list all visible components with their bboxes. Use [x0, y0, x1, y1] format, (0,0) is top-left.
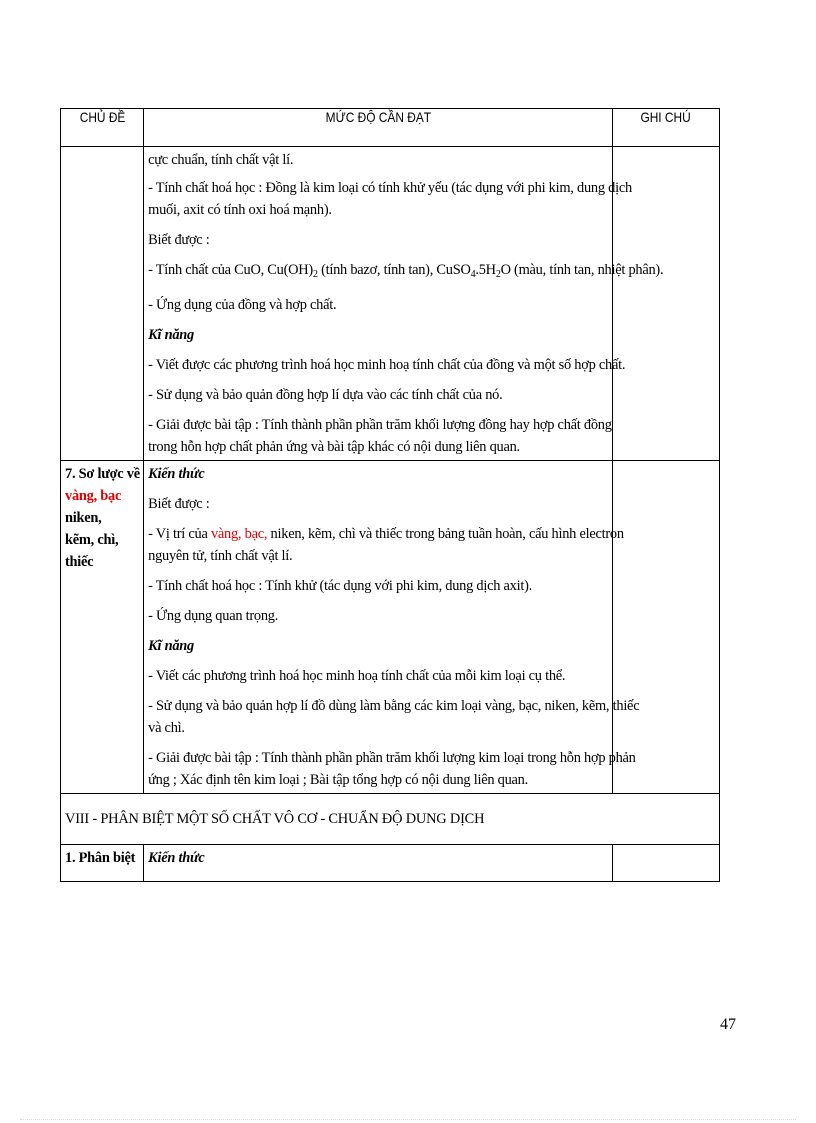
content-line: - Ứng dụng của đồng và hợp chất. — [148, 297, 337, 313]
topic-cell — [61, 147, 144, 461]
header-topic: CHỦ ĐỀ — [67, 109, 138, 147]
topic-cell — [61, 461, 144, 794]
topic-line: kẽm, chì, — [65, 532, 119, 548]
highlight-text: vàng, bạc, — [210, 526, 268, 542]
skills-heading: Kĩ năng — [148, 327, 194, 343]
content-line: Biết được : — [148, 232, 210, 248]
section-row — [61, 794, 720, 845]
page-number: 47 — [720, 1016, 736, 1033]
curriculum-table — [60, 108, 720, 882]
content-line: cực chuẩn, tính chất vật lí. — [148, 152, 294, 168]
header-requirement: MỨC ĐỘ CẦN ĐẠT — [179, 109, 577, 147]
header-notes: GHI CHÚ — [620, 109, 711, 147]
topic-line: 7. Sơ lược về — [65, 466, 140, 482]
content-line: - Ứng dụng quan trọng. — [148, 608, 279, 624]
header-row — [61, 109, 720, 147]
notes-cell — [612, 461, 719, 794]
content-line: - Giải được bài tập : Tính thành phần phần trăm khối lượng đồng hay hợp chất đồng — [148, 417, 612, 433]
footer-divider — [20, 1119, 796, 1121]
topic-line: thiếc — [65, 554, 94, 570]
content-line: - Viết các phương trình hoá học minh hoạ tính chất của mỗi kim loại cụ thể. — [148, 668, 566, 684]
content-cell — [144, 845, 613, 882]
content-line: - Tính chất hoá học : Tính khử (tác dụng với phi kim, dung dịch axit). — [148, 578, 532, 594]
content-cell — [144, 147, 664, 461]
table-row — [61, 147, 720, 461]
content-line: muối, axit có tính oxi hoá mạnh). — [148, 202, 332, 218]
content-line: ứng ; Xác định tên kim loại ; Bài tập tổng hợp có nội dung liên quan. — [148, 772, 528, 788]
content-line: - Sử dụng và bảo quản hợp lí đồ dùng làm bằng các kim loại vàng, bạc, niken, kẽm, thiếc — [148, 698, 640, 714]
skills-heading: Kĩ năng — [148, 638, 194, 654]
content-line: trong hỗn hợp chất phản ứng và bài tập khác có nội dung liên quan. — [148, 439, 520, 455]
table-row — [61, 845, 720, 882]
content-line: - Tính chất hoá học : Đồng là kim loại có tính khử yếu (tác dụng với phi kim, dung dịch — [148, 180, 632, 196]
knowledge-heading: Kiến thức — [148, 466, 205, 482]
knowledge-heading: Kiến thức — [148, 850, 205, 866]
section-heading: VIII - PHÂN BIỆT MỘT SỐ CHẤT VÔ CƠ - CHUẨN ĐỘ DUNG DỊCH — [61, 794, 720, 845]
content-line: - Sử dụng và bảo quản đồng hợp lí dựa vào các tính chất của nó. — [148, 387, 503, 403]
content-line: và chì. — [148, 720, 185, 736]
content-line: - Giải được bài tập : Tính thành phần phần trăm khối lượng kim loại trong hỗn hợp phản — [148, 750, 636, 766]
topic-line: 1. Phân biệt — [65, 850, 136, 866]
topic-line-highlight: vàng, bạc — [65, 488, 122, 504]
content-line: Biết được : — [148, 496, 210, 512]
content-line: nguyên tử, tính chất vật lí. — [148, 548, 293, 564]
notes-cell — [612, 845, 719, 882]
content-line: - Vị trí của vàng, bạc, niken, kẽm, chì và thiếc trong bảng tuần hoàn, cấu hình electron — [148, 526, 624, 542]
topic-cell — [61, 845, 144, 882]
content-line: - Viết được các phương trình hoá học minh hoạ tính chất của đồng và một số hợp chất. — [148, 357, 626, 373]
content-cell — [144, 461, 640, 794]
topic-line: niken, — [65, 510, 102, 526]
formula-line: - Tính chất của CuO, $Cu(OH)_2$ (tính bazơ, tính tan), $CuSO_4.5H_2O$ (màu, tính tan, nhiệt phân). — [148, 262, 664, 280]
table-row — [61, 461, 720, 794]
